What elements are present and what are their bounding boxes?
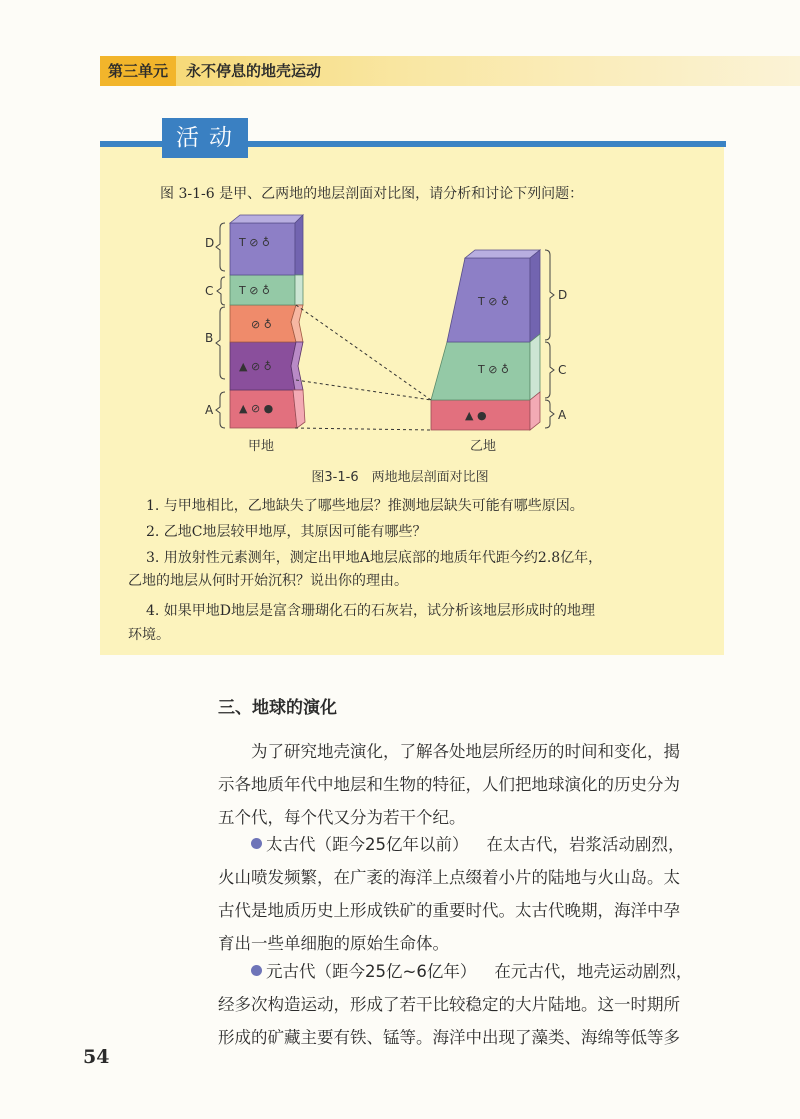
left-site-label: 甲地 [247, 439, 275, 454]
archean-line: 育出一些单细胞的原始生命体。 [218, 934, 449, 953]
svg-text:⊘ ♁: ⊘ ♁ [251, 318, 272, 331]
right-brackets [545, 250, 554, 428]
intro-line: 五个代，每个代又分为若干个纪。 [218, 808, 466, 827]
right-label-a: A [558, 408, 567, 422]
activity-intro: 图 3-1-6 是甲、乙两地的地层剖面对比图，请分析和讨论下列问题： [160, 186, 584, 202]
correlation-lines [295, 305, 431, 430]
bullet-icon [251, 965, 262, 976]
svg-text:▲ ⊘ ●: ▲ ⊘ ● [239, 402, 274, 415]
archean-term: 太古代（距今25亿年以前） [266, 835, 469, 854]
proterozoic-paragraph [218, 955, 723, 1054]
section-intro [218, 735, 723, 834]
left-label-a: A [205, 403, 214, 417]
intro-line: 示各地质年代中地层和生物的特征，人们把地球演化的历史分为 [218, 775, 680, 794]
question-2: 2. 乙地C地层较甲地厚，其原因可能有哪些？ [146, 524, 427, 540]
svg-text:T ⊘ ♁: T ⊘ ♁ [478, 363, 509, 376]
archean-line: 在太古代，岩浆活动剧烈， [486, 835, 685, 854]
svg-text:T ⊘ ♁: T ⊘ ♁ [478, 295, 509, 308]
question-4-cont: 环境。 [128, 627, 170, 643]
archean-paragraph [218, 828, 723, 960]
right-column [431, 250, 540, 430]
svg-text:▲ ⊘ ♁: ▲ ⊘ ♁ [239, 360, 272, 373]
activity-tab: 活动 [162, 118, 248, 158]
question-4: 4. 如果甲地D地层是富含珊瑚化石的石灰岩，试分析该地层形成时的地理 [146, 603, 596, 619]
unit-title: 永不停息的地壳运动 [186, 62, 322, 80]
bullet-icon [251, 838, 262, 849]
svg-text:T ⊘ ♁: T ⊘ ♁ [239, 284, 270, 297]
left-brackets [216, 223, 225, 428]
intro-line: 为了研究地壳演化，了解各处地层所经历的时间和变化，揭 [251, 742, 680, 761]
proterozoic-line: 在元古代，地壳运动剧烈， [494, 962, 693, 981]
proterozoic-term: 元古代（距今25亿~6亿年） [266, 962, 477, 981]
archean-line: 火山喷发频繁，在广袤的海洋上点缀着小片的陆地与火山岛。太 [218, 868, 680, 887]
question-3-cont: 乙地的地层从何时开始沉积？说出你的理由。 [128, 573, 408, 589]
unit-tag: 第三单元 [100, 56, 176, 86]
right-label-c: C [558, 363, 567, 377]
strata-diagram [195, 210, 615, 460]
right-site-label: 乙地 [469, 439, 497, 454]
left-label-b: B [205, 331, 214, 345]
question-3: 3. 用放射性元素测年，测定出甲地A地层底部的地质年代距今约2.8亿年， [146, 550, 603, 566]
right-label-d: D [558, 288, 568, 302]
left-label-d: D [205, 236, 215, 250]
svg-text:▲ ●: ▲ ● [465, 409, 487, 422]
left-label-c: C [205, 284, 214, 298]
section-title: 三、地球的演化 [218, 698, 337, 718]
svg-text:T ⊘ ♁: T ⊘ ♁ [239, 236, 270, 249]
page-number: 54 [83, 1046, 110, 1068]
question-1: 1. 与甲地相比，乙地缺失了哪些地层？推测地层缺失可能有哪些原因。 [146, 498, 584, 514]
archean-line: 古代是地质历史上形成铁矿的重要时代。太古代晚期，海洋中孕 [218, 901, 680, 920]
left-column [230, 215, 305, 428]
figure-caption: 图3-1-6 两地地层剖面对比图 [311, 470, 489, 485]
proterozoic-line: 形成的矿藏主要有铁、锰等。海洋中出现了藻类、海绵等低等多 [218, 1028, 680, 1047]
proterozoic-line: 经多次构造运动，形成了若干比较稳定的大片陆地。这一时期所 [218, 995, 680, 1014]
